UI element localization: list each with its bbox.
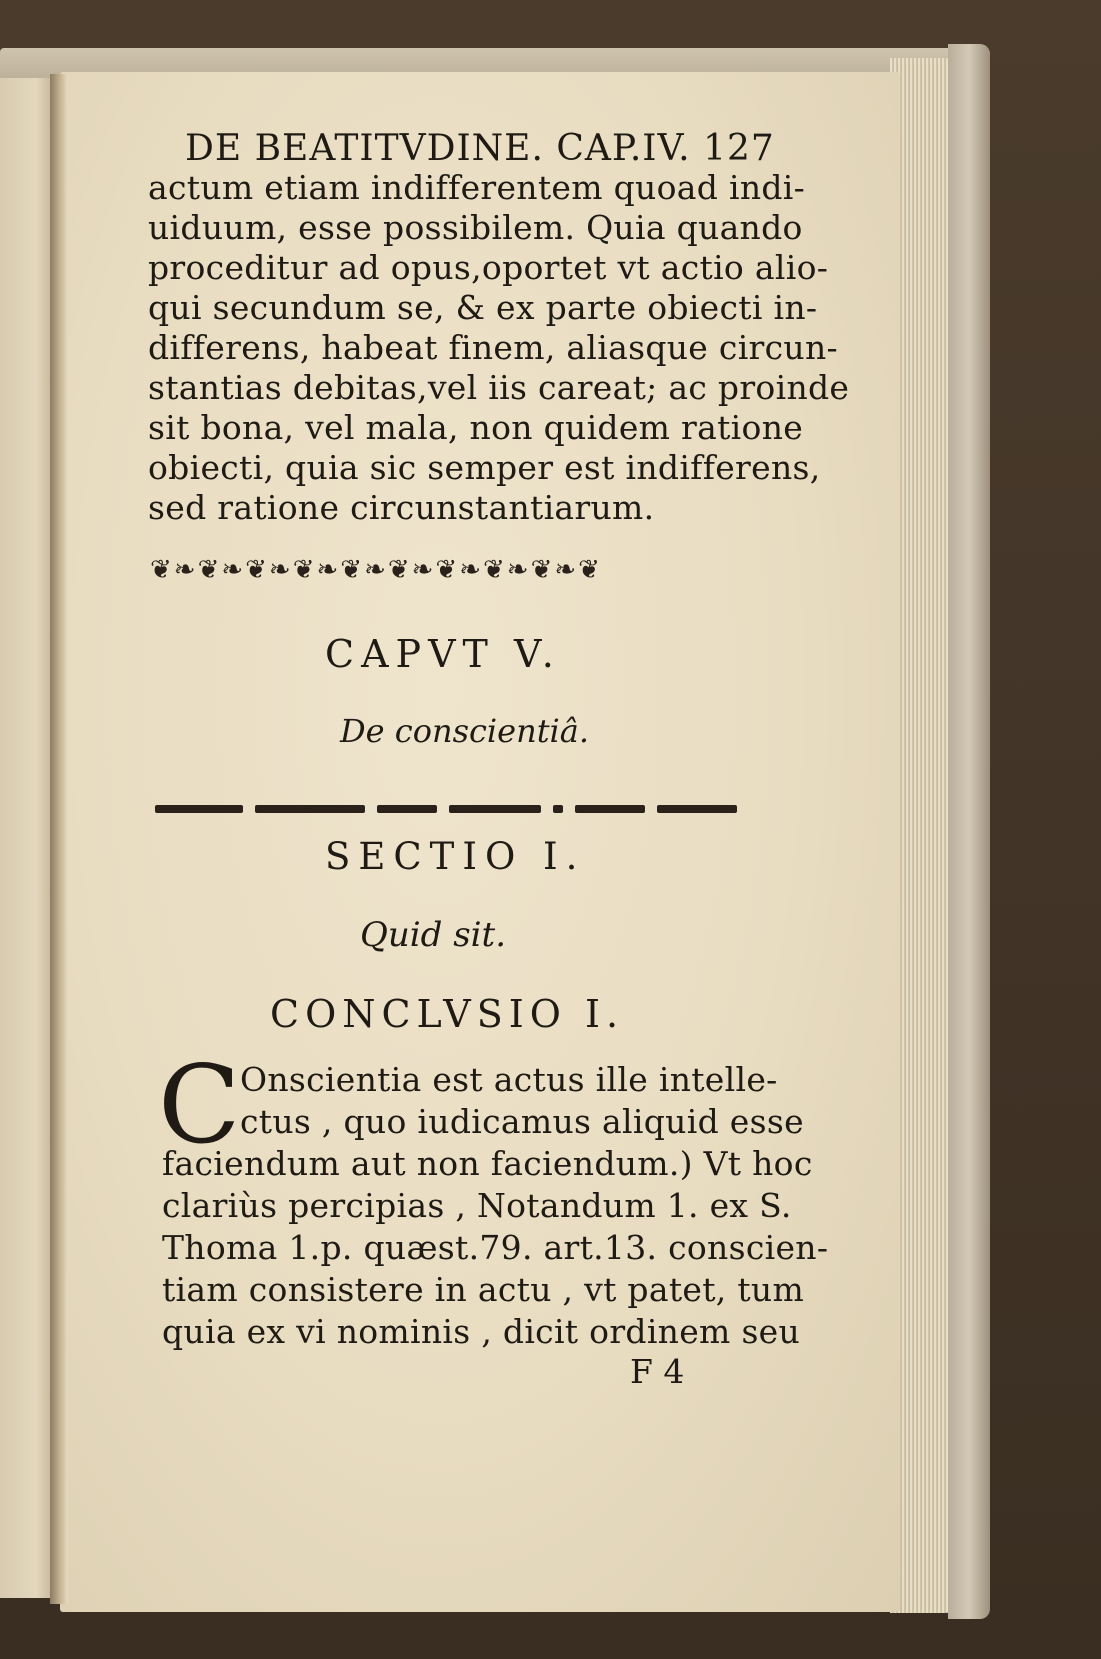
paragraph-line: Onscientia est actus ille intelle- (240, 1060, 778, 1099)
decorative-rule (155, 798, 755, 808)
section-heading: SECTIO I. (325, 835, 586, 878)
paragraph-line: ctus , quo iudicamus aliquid esse (240, 1102, 804, 1141)
paragraph-line: faciendum aut non faciendum.) Vt hoc (162, 1144, 813, 1183)
paragraph-line: tiam consistere in actu , vt patet, tum (162, 1270, 805, 1309)
chapter-subtitle: De conscientiâ. (340, 712, 590, 750)
paragraph-line: clariùs percipias , Notandum 1. ex S. (162, 1186, 792, 1225)
body-line: sed ratione circunstantiarum. (148, 488, 655, 527)
running-head: DE BEATITVDINE. CAP.IV. 127 (185, 128, 775, 169)
paragraph-line: quia ex vi nominis , dicit ordinem seu (162, 1312, 801, 1351)
chapter-heading: CAPVT V. (325, 632, 561, 676)
body-line: qui secundum se, & ex parte obiecti in- (148, 288, 818, 327)
paragraph-line: Thoma 1.p. quæst.79. art.13. conscien- (162, 1228, 829, 1267)
section-subtitle: Quid sit. (360, 915, 507, 955)
body-line: actum etiam indifferentem quoad indi- (148, 168, 806, 207)
body-line: uiduum, esse possibilem. Quia quando (148, 208, 803, 247)
body-line: stantias debitas,vel iis careat; ac proinde (148, 368, 850, 407)
body-line: proceditur ad opus,oportet vt actio alio- (148, 248, 829, 287)
page-gutter (50, 74, 68, 1604)
body-line: differens, habeat finem, aliasque circun- (148, 328, 838, 367)
book-cover-spine (948, 44, 990, 1619)
drop-cap: C (158, 1043, 241, 1168)
signature-mark: F 4 (630, 1352, 685, 1391)
conclusion-heading: CONCLVSIO I. (270, 992, 625, 1036)
ornament-band: ❦❧❦❧❦❧❦❧❦❧❦❧❦❧❦❧❦❧❦ (150, 555, 602, 585)
body-line: obiecti, quia sic semper est indifferens, (148, 448, 821, 487)
body-line: sit bona, vel mala, non quidem ratione (148, 408, 804, 447)
